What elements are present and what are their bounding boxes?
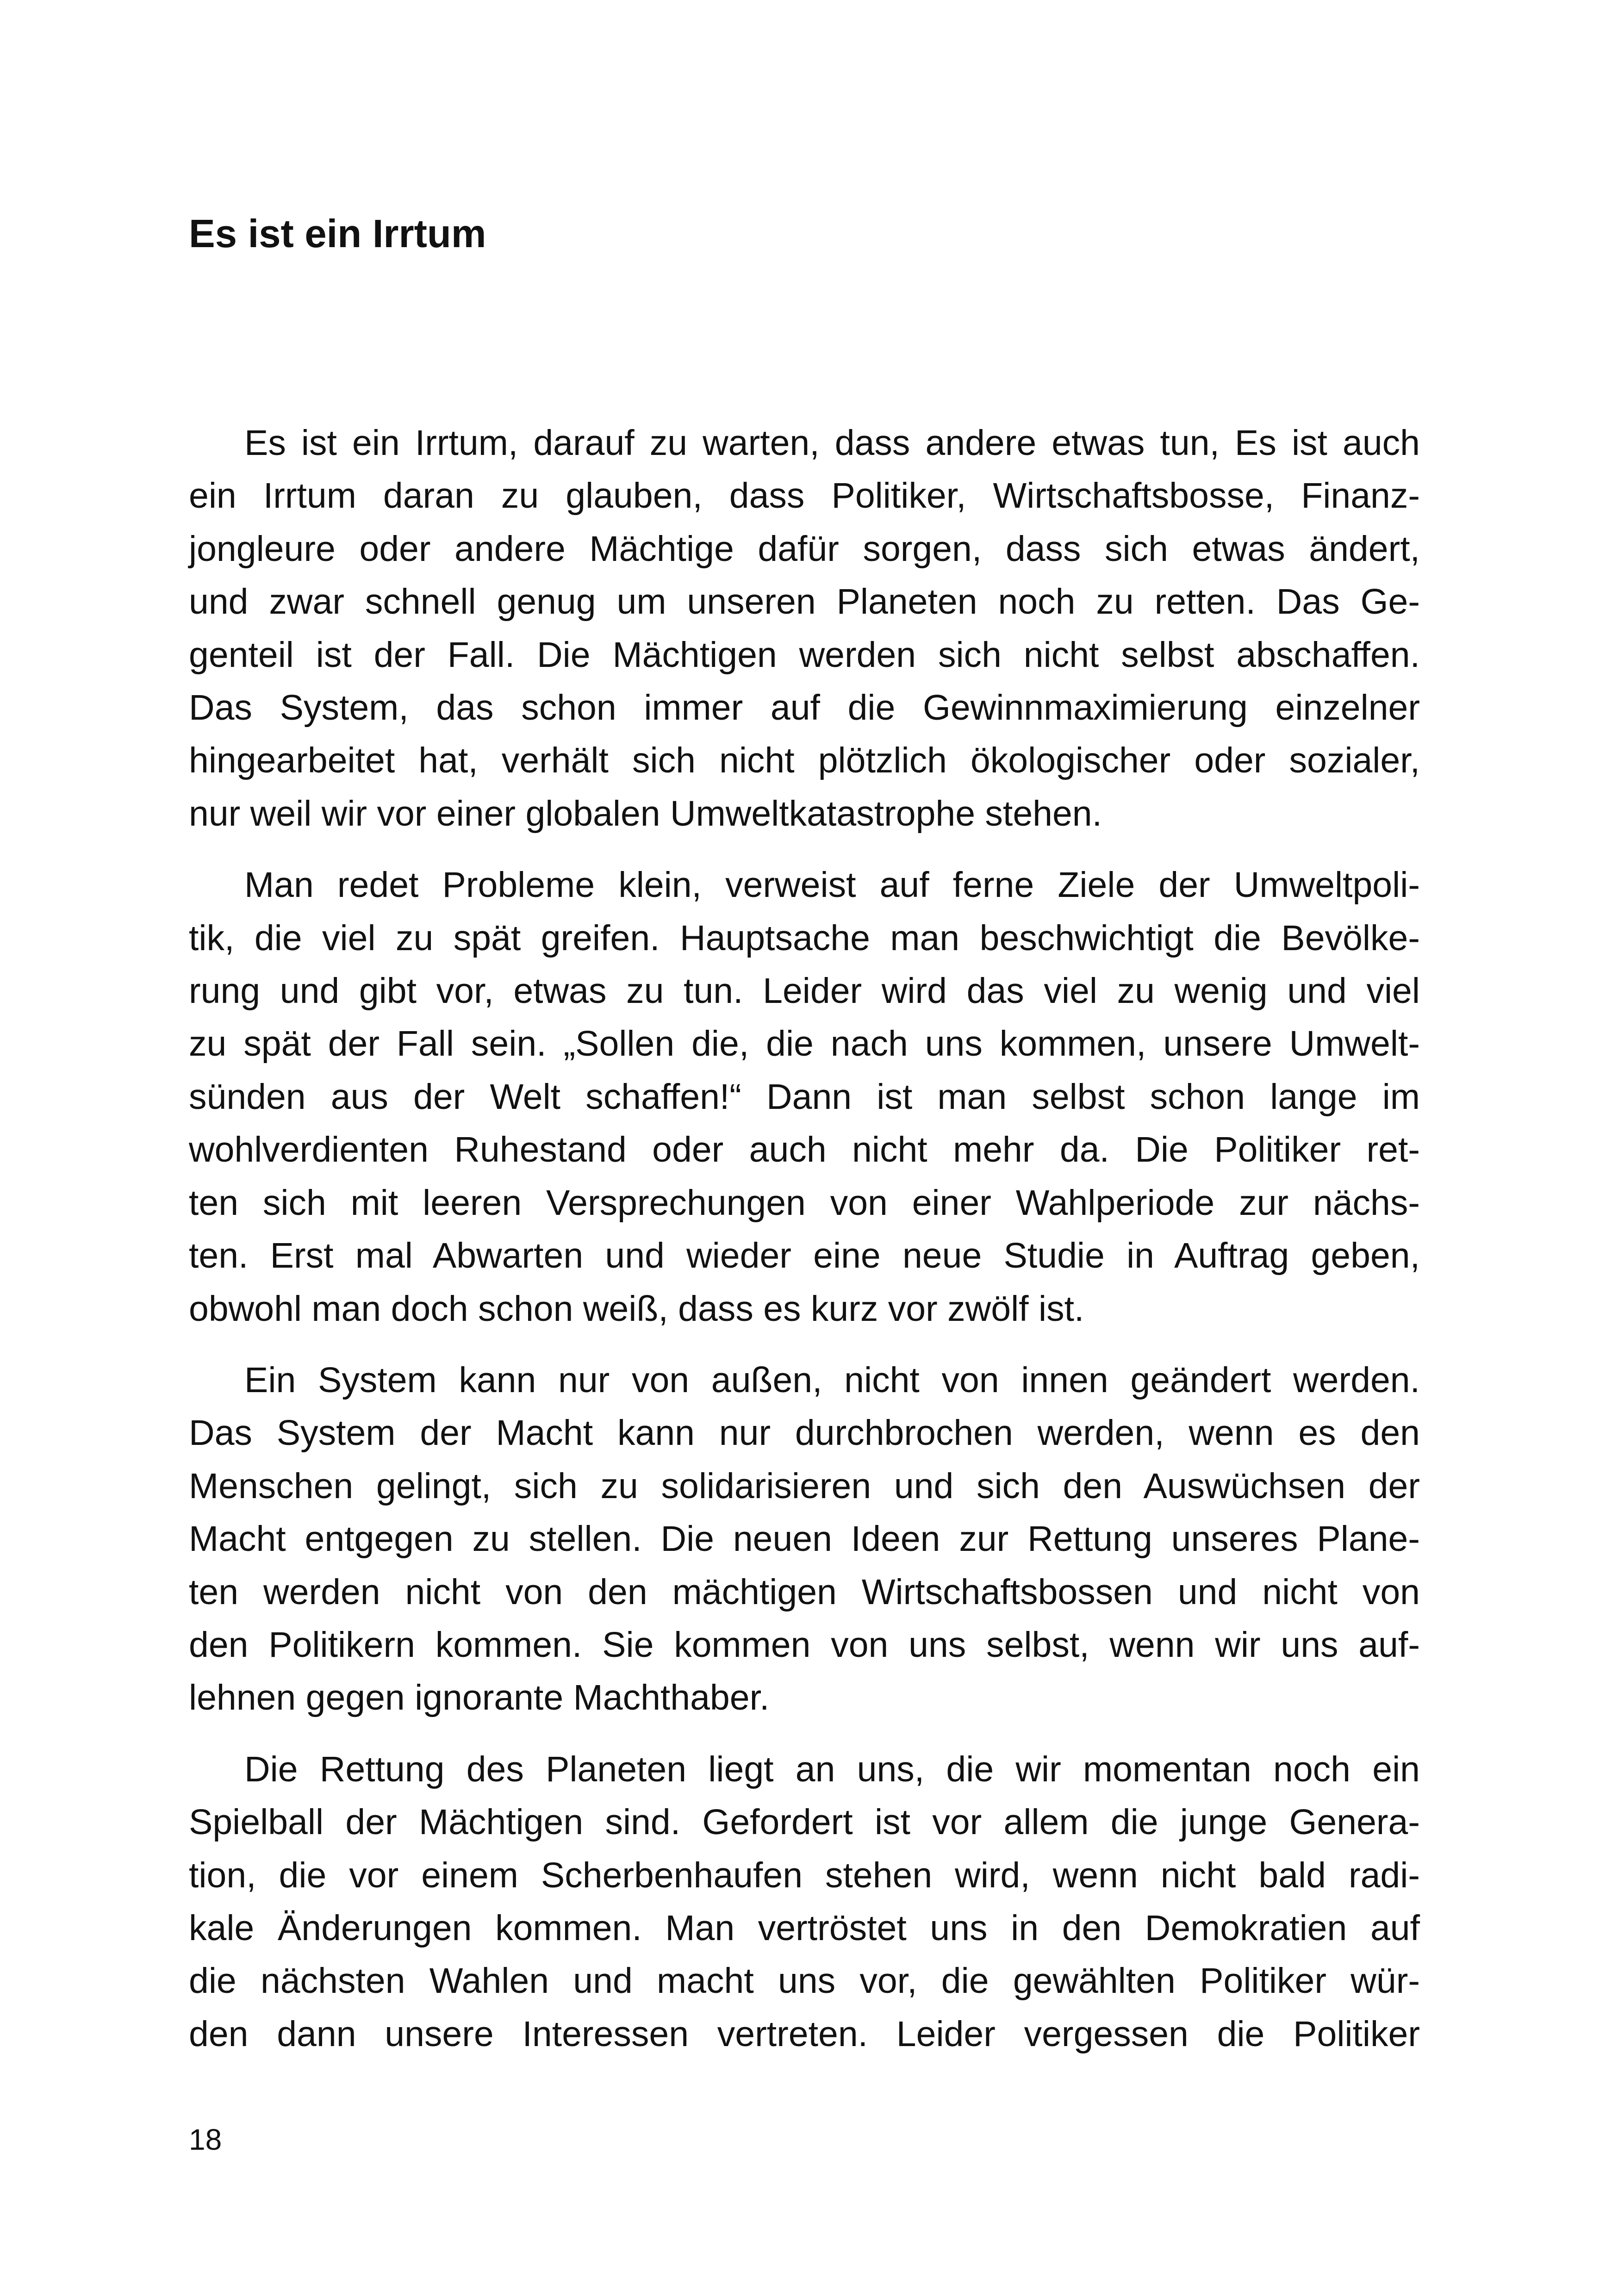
- paragraph: [189, 1354, 1420, 1724]
- text-line: ten werden nicht von den mächtigen Wirtschaftsbossen und nicht von: [189, 1572, 1420, 1612]
- text-line: hingearbeitet hat, verhält sich nicht plötzlich ökologischer oder sozialer,: [189, 740, 1420, 781]
- paragraph: [189, 1743, 1420, 2060]
- text-line: Es ist ein Irrtum, darauf zu warten, dass andere etwas tun, Es ist auch: [244, 423, 1420, 463]
- text-line: Spielball der Mächtigen sind. Gefordert ist vor allem die junge Genera-: [189, 1802, 1420, 1842]
- text-line: zu spät der Fall sein. „Sollen die, die nach uns kommen, unsere Umwelt-: [189, 1024, 1420, 1064]
- text-line: nur weil wir vor einer globalen Umweltkatastrophe stehen.: [189, 793, 1102, 834]
- text-line: sünden aus der Welt schaffen!“ Dann ist man selbst schon lange im: [189, 1076, 1420, 1117]
- text-line: Ein System kann nur von außen, nicht von innen geändert werden.: [244, 1360, 1420, 1400]
- text-line: ten. Erst mal Abwarten und wieder eine neue Studie in Auftrag geben,: [189, 1236, 1420, 1276]
- text-line: kale Änderungen kommen. Man vertröstet uns in den Demokratien auf: [189, 1908, 1420, 1948]
- text-line: den Politikern kommen. Sie kommen von uns selbst, wenn wir uns auf-: [189, 1624, 1420, 1665]
- text-line: rung und gibt vor, etwas zu tun. Leider wird das viel zu wenig und viel: [189, 971, 1420, 1011]
- text-line: Die Rettung des Planeten liegt an uns, die wir momentan noch ein: [244, 1749, 1420, 1789]
- text-line: Menschen gelingt, sich zu solidarisieren und sich den Auswüchsen der: [189, 1466, 1420, 1506]
- text-line: ein Irrtum daran zu glauben, dass Politiker, Wirtschaftsbosse, Finanz-: [189, 476, 1420, 516]
- paragraph: [189, 859, 1420, 1335]
- text-line: wohlverdienten Ruhestand oder auch nicht mehr da. Die Politiker ret-: [189, 1130, 1420, 1170]
- text-line: den dann unsere Interessen vertreten. Leider vergessen die Politiker: [189, 2014, 1420, 2054]
- text-line: und zwar schnell genug um unseren Planeten noch zu retten. Das Ge-: [189, 582, 1420, 622]
- text-line: jongleure oder andere Mächtige dafür sorgen, dass sich etwas ändert,: [189, 529, 1420, 569]
- text-line: Macht entgegen zu stellen. Die neuen Ideen zur Rettung unseres Plane-: [189, 1519, 1420, 1559]
- text-line: lehnen gegen ignorante Machthaber.: [189, 1678, 770, 1718]
- text-line: Man redet Probleme klein, verweist auf ferne Ziele der Umweltpoli-: [244, 865, 1420, 905]
- text-line: die nächsten Wahlen und macht uns vor, die gewählten Politiker wür-: [189, 1961, 1420, 2001]
- text-line: Das System der Macht kann nur durchbrochen werden, wenn es den: [189, 1413, 1420, 1453]
- text-line: tik, die viel zu spät greifen. Hauptsache man beschwichtigt die Bevölke-: [189, 918, 1420, 958]
- body-text: [189, 417, 1420, 2060]
- text-line: ten sich mit leeren Versprechungen von einer Wahlperiode zur nächs-: [189, 1182, 1420, 1223]
- paragraph: [189, 417, 1420, 840]
- text-line: genteil ist der Fall. Die Mächtigen werden sich nicht selbst abschaffen.: [189, 635, 1420, 675]
- text-line: tion, die vor einem Scherbenhaufen stehen wird, wenn nicht bald radi-: [189, 1855, 1420, 1895]
- chapter-heading: Es ist ein Irrtum: [189, 212, 486, 256]
- text-line: obwohl man doch schon weiß, dass es kurz vor zwölf ist.: [189, 1288, 1084, 1329]
- text-line: Das System, das schon immer auf die Gewinnmaximierung einzelner: [189, 688, 1420, 728]
- page-number: 18: [189, 2123, 222, 2156]
